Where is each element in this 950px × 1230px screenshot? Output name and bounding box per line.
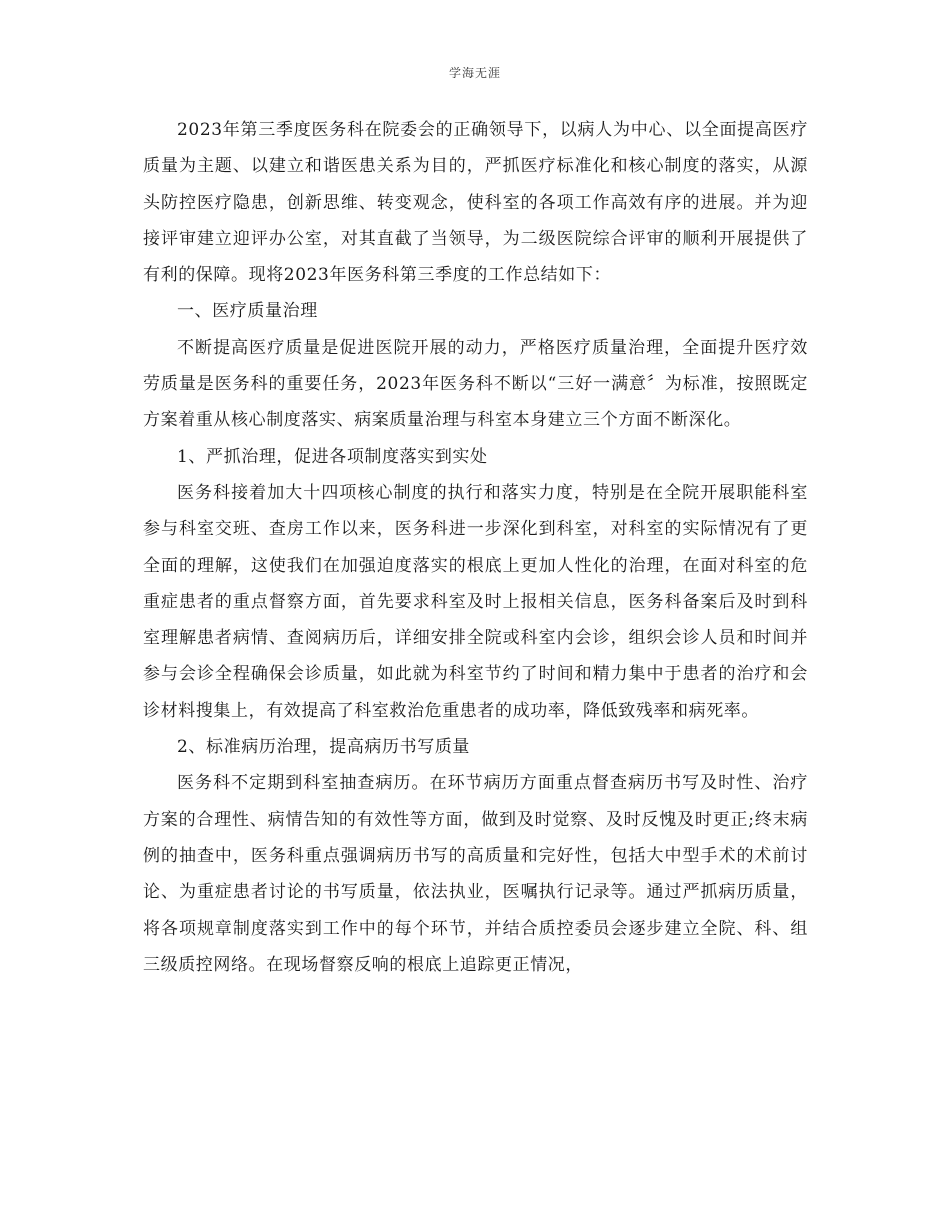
subsection-paragraph-strict-management: 医务科接着加大十四项核心制度的执行和落实力度，特别是在全院开展职能科室参与科室交班、查房工作以来，医务科进一步深化到科室，对科室的实际情况有了更全面的理解，这使我们在加强迫度落实的根底上更加人性化的治理，在面对科室的危重症患者的重点督察方面，首先要求科室及时上报相关信息，医务科备案后及时到科室理解患者病情、查阅病历后，详细安排全院或科室内会诊，组织会诊人员和时间并参与会诊全程确保会诊质量，如此就为科室节约了时间和精力集中于患者的治疗和会诊材料搜集上，有效提高了科室救治危重患者的成功率，降低致残率和病死率。: [143, 482, 808, 721]
document-body: [143, 112, 808, 983]
intro-paragraph: 2023年第三季度医务科在院委会的正确领导下，以病人为中心、以全面提高医疗质量为主题、以建立和谐医患关系为目的，严抓医疗标准化和核心制度的落实，从源头防控医疗隐患，创新思维、转变观念，使科室的各项工作高效有序的进展。并为迎接评审建立迎评办公室，对其直截了当领导，为二级医院综合评审的顺利开展提供了有利的保障。现将2023年医务科第三季度的工作总结如下：: [143, 120, 808, 286]
page-header: 学海无涯: [448, 66, 501, 80]
subsection-heading-medical-records: 2、标准病历治理，提高病历书写质量: [177, 737, 471, 758]
subsection-paragraph-medical-records: 医务科不定期到科室抽查病历。在环节病历方面重点督查病历书写及时性、治疗方案的合理性、病情告知的有效性等方面，做到及时觉察、及时反愧及时更正;终末病例的抽查中，医务科重点强调病历书写的高质量和完好性，包括大中型手术的术前讨论、为重症患者讨论的书写质量，依法执业，医嘱执行记录等。通过严抓病历质量，将各项规章制度落实到工作中的每个环节，并结合质控委员会逐步建立全院、科、组三级质控网络。在现场督察反响的根底上追踪更正情况，: [143, 773, 808, 975]
subsection-heading-strict-management: 1、严抓治理，促进各项制度落实到实处: [177, 446, 488, 467]
section-heading-quality-management: 一、医疗质量治理: [177, 301, 318, 322]
section-paragraph-quality-management: 不断提高医疗质量是促进医院开展的动力，严格医疗质量治理，全面提升医疗效劳质量是医务科的重要任务，2023年医务科不断以“三好一满意〞为标准，按照既定方案着重从核心制度落实、病案质量治理与科室本身建立三个方面不断深化。: [143, 337, 808, 431]
